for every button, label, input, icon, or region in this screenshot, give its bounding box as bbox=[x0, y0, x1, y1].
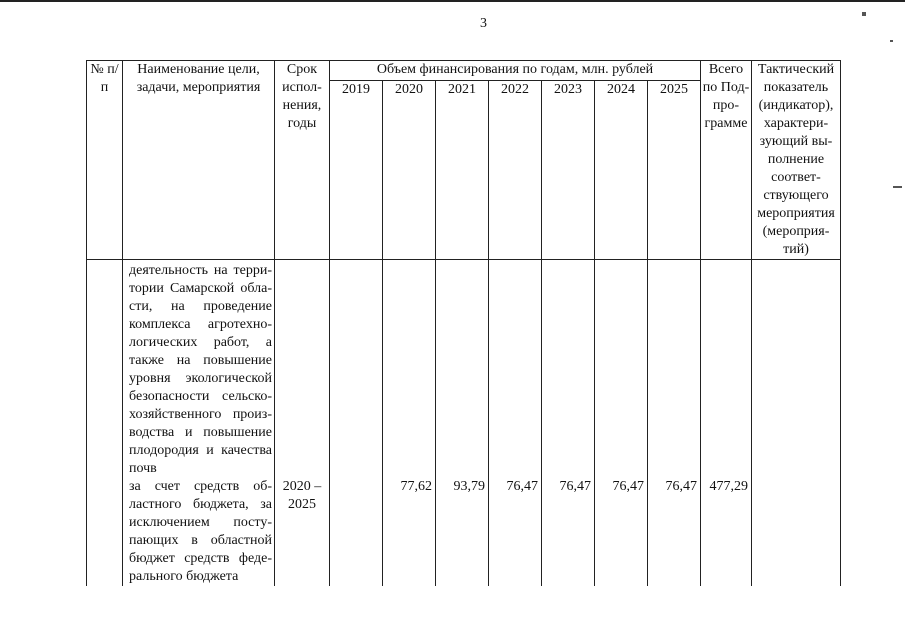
row-num bbox=[87, 260, 123, 479]
row-name: деятельность на терри- тории Самарской обла- сти, на проведение комплекса агротехно- логических работ, а также на повышение уровня экологической безопасности сельско- хозяйственного произ- водства и повышение плодородия и качества почв bbox=[123, 260, 275, 479]
scan-speck bbox=[893, 186, 902, 188]
page-number: 3 bbox=[480, 16, 487, 31]
header-indicator: Тактический показатель (индикатор), характери- зующий вы- полнение соответ- ствующего мероприятия (мероприя- тий) bbox=[752, 61, 841, 260]
row-term: 2020 – 2025 bbox=[275, 478, 330, 586]
header-year: 2021 bbox=[436, 80, 489, 259]
row-name: за счет средств об- ластного бюджета, за исключением посту- пающих в областной бюджет средств феде- рального бюджета bbox=[123, 478, 275, 586]
header-year: 2023 bbox=[542, 80, 595, 259]
header-funding: Объем финансирования по годам, млн. рублей bbox=[330, 61, 701, 81]
row-indicator bbox=[752, 478, 841, 586]
header-name: Наименование цели, задачи, мероприятия bbox=[123, 61, 275, 260]
header-year: 2020 bbox=[383, 80, 436, 259]
table-row bbox=[87, 478, 841, 586]
row-value bbox=[383, 260, 436, 479]
top-border-line bbox=[0, 0, 905, 2]
row-value bbox=[330, 478, 383, 586]
row-value bbox=[330, 260, 383, 479]
row-value: 76,47 bbox=[595, 478, 648, 586]
row-value bbox=[595, 260, 648, 479]
header-term: Срок испол- нения, годы bbox=[275, 61, 330, 260]
header-num: № п/п bbox=[87, 61, 123, 260]
row-value: 93,79 bbox=[436, 478, 489, 586]
header-year: 2024 bbox=[595, 80, 648, 259]
scan-speck bbox=[862, 12, 866, 16]
financing-table bbox=[86, 60, 841, 586]
row-num bbox=[87, 478, 123, 586]
row-value bbox=[436, 260, 489, 479]
table-row bbox=[87, 260, 841, 479]
header-total: Всего по Под- про- грамме bbox=[701, 61, 752, 260]
row-value bbox=[648, 260, 701, 479]
header-year: 2025 bbox=[648, 80, 701, 259]
row-total: 477,29 bbox=[701, 478, 752, 586]
header-year: 2019 bbox=[330, 80, 383, 259]
row-value: 76,47 bbox=[542, 478, 595, 586]
row-term bbox=[275, 260, 330, 479]
row-value bbox=[489, 260, 542, 479]
scan-speck bbox=[890, 40, 893, 42]
row-value: 77,62 bbox=[383, 478, 436, 586]
header-year: 2022 bbox=[489, 80, 542, 259]
row-value bbox=[542, 260, 595, 479]
row-value: 76,47 bbox=[489, 478, 542, 586]
row-indicator bbox=[752, 260, 841, 479]
row-total bbox=[701, 260, 752, 479]
row-value: 76,47 bbox=[648, 478, 701, 586]
